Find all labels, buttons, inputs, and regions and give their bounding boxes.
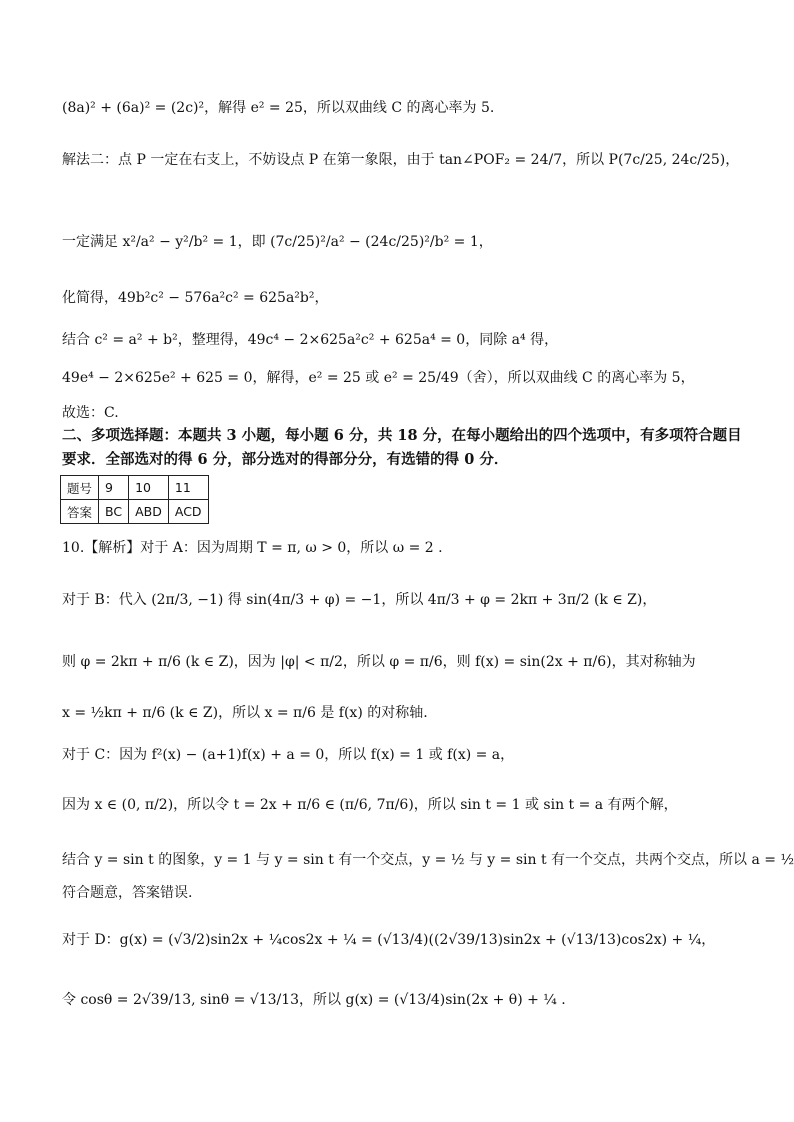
line-4: 化简得，49b²c² − 576a²c² = 625a²b²， xyxy=(62,290,329,306)
section-heading: 二、多项选择题：本题共 3 小题，每小题 6 分，共 18 分，在每小题给出的四个选项中，有多项符合题目要求．全部选对的得 6 分，部分选对的得部分分，有选错的得 0 分． xyxy=(62,427,742,468)
table-cell: BC xyxy=(99,500,129,524)
table-cell: 10 xyxy=(129,476,169,500)
line-10j: 令 cosθ = 2√39/13, sinθ = √13/13，所以 g(x) = (√13/4)sin(2x + θ) + ¼ . xyxy=(62,992,566,1008)
line-6: 49e⁴ − 2×625e² + 625 = 0，解得，e² = 25 或 e² = 25/49（舍），所以双曲线 C 的离心率为 5， xyxy=(62,370,695,386)
line-2: 解法二：点 P 一定在右支上，不妨设点 P 在第一象限，由于 tan∠POF₂ = 24/7，所以 P(7c/25, 24c/25)， xyxy=(62,152,740,168)
table-cell: 11 xyxy=(168,476,208,500)
line-10e: 对于 C：因为 f²(x) − (a+1)f(x) + a = 0，所以 f(x) = 1 或 f(x) = a， xyxy=(62,747,515,763)
line-10g: 结合 y = sin t 的图象，y = 1 与 y = sin t 有一个交点，y = ½ 与 y = sin t 有一个交点，共两个交点，所以 a = ½ xyxy=(62,852,794,868)
table-cell: 9 xyxy=(99,476,129,500)
line-10b: 对于 B：代入 (2π/3, −1) 得 sin(4π/3 + φ) = −1，所以 4π/3 + φ = 2kπ + 3π/2 (k ∈ Z)， xyxy=(62,592,657,608)
table-cell: ABD xyxy=(129,500,169,524)
answer-table xyxy=(60,475,209,524)
line-10a: 10.【解析】对于 A：因为周期 T = π, ω > 0，所以 ω = 2 . xyxy=(62,540,443,556)
line-5: 结合 c² = a² + b²，整理得，49c⁴ − 2×625a²c² + 625a⁴ = 0，同除 a⁴ 得， xyxy=(62,332,559,348)
line-3: 一定满足 x²/a² − y²/b² = 1，即 (7c/25)²/a² − (24c/25)²/b² = 1， xyxy=(62,234,493,250)
line-10d: x = ½kπ + π/6 (k ∈ Z)，所以 x = π/6 是 f(x) 的对称轴. xyxy=(62,705,428,721)
line-1: (8a)² + (6a)² = (2c)²，解得 e² = 25，所以双曲线 C 的离心率为 5. xyxy=(62,100,495,116)
line-10h: 符合题意，答案错误. xyxy=(62,885,193,901)
table-cell: 答案 xyxy=(61,500,99,524)
answer-table-row xyxy=(61,500,209,524)
table-cell: ACD xyxy=(168,500,208,524)
line-10f: 因为 x ∈ (0, π/2)，所以令 t = 2x + π/6 ∈ (π/6, 7π/6)，所以 sin t = 1 或 sin t = a 有两个解， xyxy=(62,797,678,813)
line-10c: 则 φ = 2kπ + π/6 (k ∈ Z)，因为 |φ| < π/2，所以 φ = π/6，则 f(x) = sin(2x + π/6)，其对称轴为 xyxy=(62,654,696,670)
line-7: 故选：C. xyxy=(62,405,119,421)
answer-table-header-row xyxy=(61,476,209,500)
table-cell: 题号 xyxy=(61,476,99,500)
line-10i: 对于 D：g(x) = (√3/2)sin2x + ¼cos2x + ¼ = (√13/4)((2√39/13)sin2x + (√13/13)cos2x) + ¼， xyxy=(62,932,716,948)
